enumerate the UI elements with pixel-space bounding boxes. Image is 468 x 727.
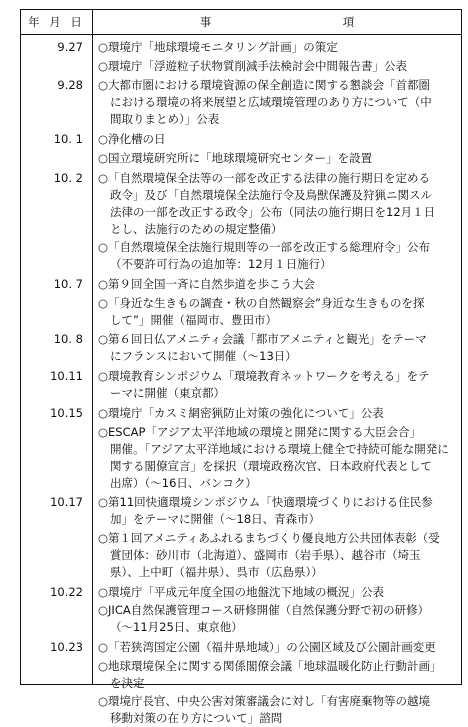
row-date: 10.22	[50, 584, 83, 599]
event-text: ○環境庁「平成元年度全国の地盤沈下地域の概況」公表	[98, 584, 385, 599]
event-item	[98, 170, 455, 238]
row-date: 10.23	[50, 640, 83, 655]
event-text-continued: （不要許可行為の追加等：12月１日施行）	[110, 257, 332, 272]
event-item	[98, 77, 455, 128]
event-item	[98, 150, 455, 167]
event-text: ○大都市圏における環境資源の保全創造に関する懇談会「首都圏	[98, 78, 431, 93]
event-text-continued: して”」開催（福岡市、豊田市）	[110, 312, 277, 327]
event-text-continued: 間取りまとめ）」公表	[110, 112, 220, 127]
event-item	[98, 331, 455, 365]
event-text-continued: における環境の将来展望と広域環境管理のあり方について（中	[110, 95, 432, 110]
event-item	[98, 494, 455, 528]
event-text: ○国立環境研究所に「地球環境研究センター」を設置	[98, 150, 373, 165]
event-text: ○環境庁「地球環境モニタリング計画」の策定	[98, 40, 338, 54]
event-text: ○環境庁「浮遊粒子状物質削減手法検討会中間報告書」公表	[98, 58, 408, 73]
event-text: ○「若狭湾国定公園（福井県地域）」の公園区域及び公園計画変更	[98, 640, 436, 655]
event-item	[98, 658, 455, 692]
event-item	[98, 39, 455, 56]
event-text-continued: 政令」及び「自然環境保全法施行令及鳥獣保護及狩猟ニ関スル	[110, 187, 432, 202]
event-item	[98, 424, 455, 492]
row-date: 9.28	[57, 78, 83, 93]
event-text: ○第６回日仏アメニティ会議「都市アメニティと観光」をテーマ	[98, 332, 427, 347]
event-text: ○JICA自然保護管理コース研修開催（自然保護分野で初の研修）	[98, 603, 430, 618]
row-date: 10.17	[50, 495, 83, 510]
event-text: ○「自然環境保全法等の一部を改正する法律の施行期日を定める	[98, 170, 431, 185]
event-text: ○第９回全国一斉に自然歩道を歩こう大会	[98, 277, 316, 291]
event-item	[98, 295, 455, 329]
event-item	[98, 584, 455, 601]
event-text-continued: 移動対策の在り方について」諮問	[110, 711, 283, 726]
event-item	[98, 405, 455, 422]
event-text: ○ESCAP「アジア太平洋地域の環境と開発に関する大臣会合」	[98, 424, 421, 439]
event-text-continued: ーマに開催（東京都）	[110, 386, 225, 401]
event-text: ○環境教育シンポジウム「環境教育ネットワークを考える」をテ	[98, 369, 430, 384]
header-date: 年 月 日	[28, 15, 85, 29]
row-date: 10.15	[50, 406, 83, 420]
event-item	[98, 131, 455, 148]
event-item	[98, 693, 455, 727]
row-date: 10. 7	[53, 277, 83, 291]
event-text: ○「身近な生きもの調査・秋の自然観察会”身近な生きものを探	[98, 295, 425, 310]
table-header	[21, 10, 461, 35]
event-item	[98, 239, 455, 273]
event-text: ○地球環境保全に関する関係閣僚会議「地球温暖化防止行動計画」	[98, 658, 442, 673]
event-text: ○環境庁長官、中央公害対策審議会に対し「有害廃棄物等の越境	[98, 694, 431, 709]
event-text: ○第１回アメニティあふれるまちづくり優良地方公共団体表彰（受	[98, 530, 440, 545]
row-date: 10. 1	[53, 132, 83, 147]
table-body	[21, 35, 461, 726]
event-text-continued: （～11月25日、東京他）	[110, 620, 243, 635]
chronology-table	[20, 9, 462, 726]
event-text-continued: 賞団体：砂川市（北海道）、盛岡市（岩手県）、越谷市（埼玉	[110, 547, 421, 562]
event-text-continued: 加」をテーマに開催（～18日、青森市）	[110, 512, 321, 527]
event-text-continued: を決定	[110, 675, 145, 690]
header-event: 事 項	[199, 15, 415, 29]
event-text: ○環境庁「カスミ網密猟防止対策の強化について」公表	[98, 406, 384, 420]
event-text: ○「自然環境保全法施行規則等の一部を改正する総理府令」公布	[98, 240, 431, 255]
event-text-continued: 法律の一部を改正する政令」公布（同法の施行期日を12月１日	[110, 204, 436, 219]
event-text: ○第11回快適環境シンポジウム「快適環境づくりにおける住民参	[98, 495, 433, 510]
event-item	[98, 602, 455, 636]
row-date: 10.11	[50, 369, 83, 384]
event-text-continued: とし、法施行のための規定整備）	[110, 221, 283, 236]
event-text-continued: にフランスにおいて開催（～13日）	[110, 349, 297, 364]
row-date: 9.27	[57, 40, 83, 54]
event-text: ○浄化槽の日	[98, 132, 166, 147]
event-item	[98, 276, 455, 293]
event-text-continued: 県）、上中町（福井県）、呉市（広島県））	[110, 564, 323, 579]
event-item	[98, 58, 455, 75]
event-text-continued: 出席）（～16日、バンコク）	[110, 475, 257, 490]
row-date: 10. 8	[53, 332, 83, 347]
event-text-continued: 関する閣僚宣言」を採択（環境政務次官、日本政府代表として	[110, 458, 432, 473]
row-date: 10. 2	[53, 170, 83, 185]
event-item	[98, 530, 455, 581]
event-item	[98, 639, 455, 656]
event-text-continued: 開催。「アジア太平洋地域における環境上健全で持続可能な開発に	[110, 441, 449, 456]
event-item	[98, 368, 455, 402]
